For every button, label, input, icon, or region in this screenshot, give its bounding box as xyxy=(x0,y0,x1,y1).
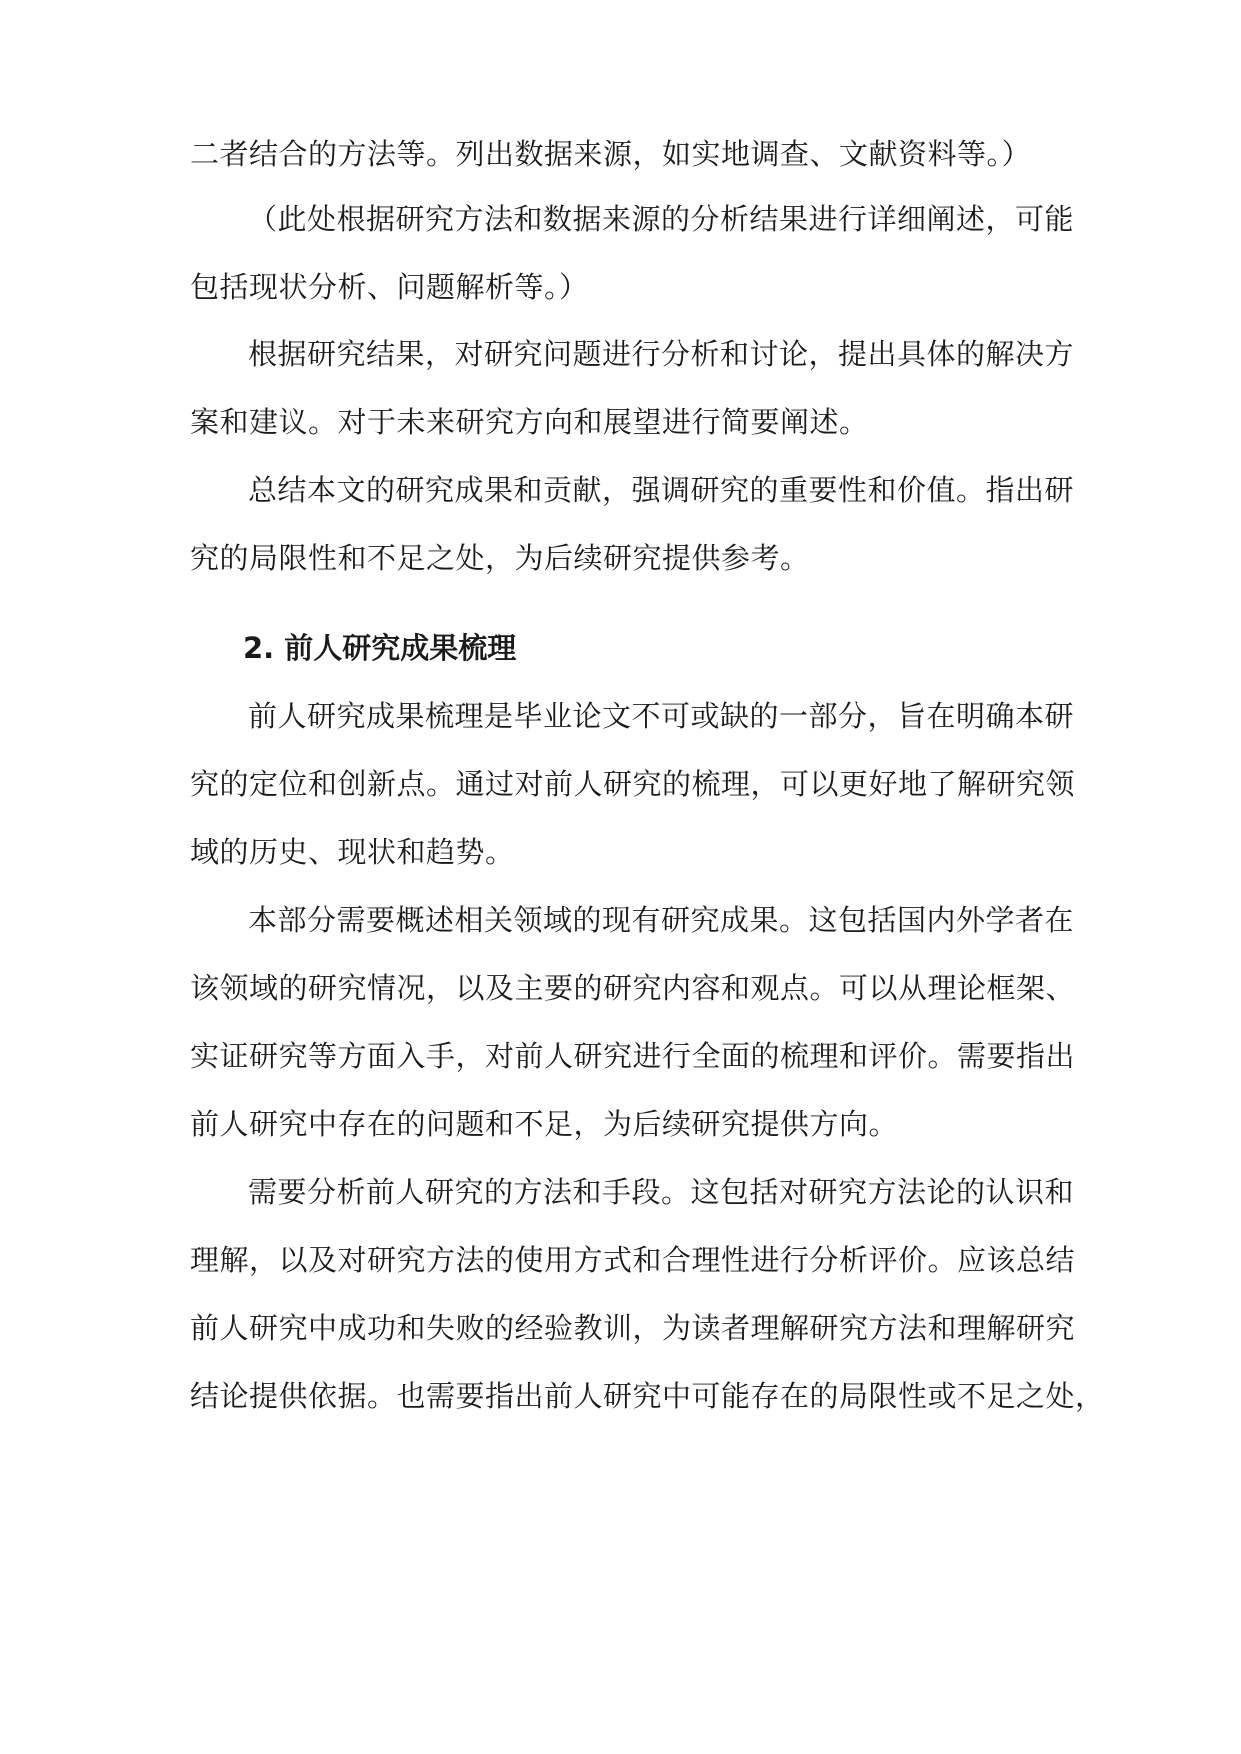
paragraph-line: 结论提供依据。也需要指出前人研究中可能存在的局限性或不足之处， xyxy=(190,1379,1105,1413)
paragraph-line: 包括现状分析、问题解析等。） xyxy=(190,270,589,304)
paragraph-line: 域的历史、现状和趋势。 xyxy=(190,835,515,869)
paragraph-line: 根据研究结果，对研究问题进行分析和讨论，提出具体的解决方 xyxy=(248,337,1075,371)
paragraph-line: 二者结合的方法等。列出数据来源，如实地调查、文献资料等。） xyxy=(190,137,1032,171)
paragraph-line: 该领域的研究情况，以及主要的研究内容和观点。可以从理论框架、 xyxy=(190,971,1076,1005)
paragraph-line: 究的局限性和不足之处，为后续研究提供参考。 xyxy=(190,541,810,575)
paragraph-line: 前人研究中成功和失败的经验教训，为读者理解研究方法和理解研究 xyxy=(190,1311,1076,1345)
paragraph-line: 案和建议。对于未来研究方向和展望进行简要阐述。 xyxy=(190,405,869,439)
paragraph-line: 总结本文的研究成果和贡献，强调研究的重要性和价值。指出研 xyxy=(248,473,1075,507)
paragraph-line: 前人研究中存在的问题和不足，为后续研究提供方向。 xyxy=(190,1107,899,1141)
paragraph-line: 理解，以及对研究方法的使用方式和合理性进行分析评价。应该总结 xyxy=(190,1243,1076,1277)
paragraph-line: （此处根据研究方法和数据来源的分析结果进行详细阐述，可能 xyxy=(248,202,1075,236)
section-heading: 2. 前人研究成果梳理 xyxy=(243,631,517,665)
paragraph-line: 究的定位和创新点。通过对前人研究的梳理，可以更好地了解研究领 xyxy=(190,767,1076,801)
paragraph-line: 本部分需要概述相关领域的现有研究成果。这包括国内外学者在 xyxy=(248,903,1075,937)
paragraph-line: 需要分析前人研究的方法和手段。这包括对研究方法论的认识和 xyxy=(248,1175,1075,1209)
paragraph-line: 实证研究等方面入手，对前人研究进行全面的梳理和评价。需要指出 xyxy=(190,1039,1076,1073)
paragraph-line: 前人研究成果梳理是毕业论文不可或缺的一部分，旨在明确本研 xyxy=(248,699,1075,733)
